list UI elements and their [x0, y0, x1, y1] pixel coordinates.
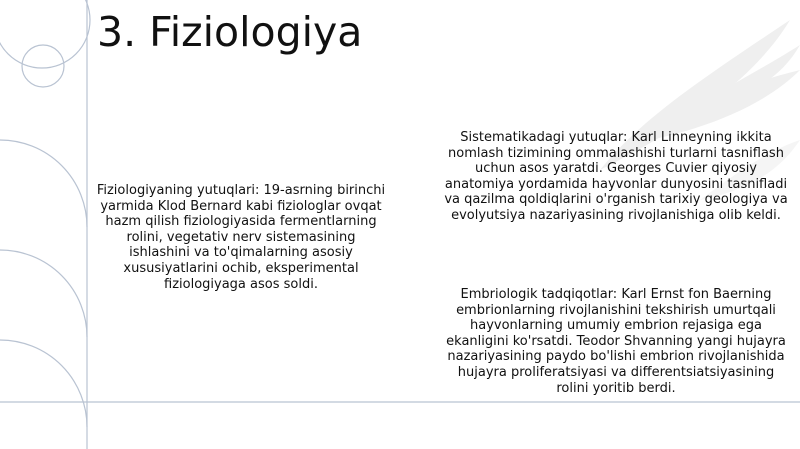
bottom-arc	[0, 340, 87, 427]
lower-arc	[0, 250, 87, 337]
middle-arc	[0, 140, 87, 227]
large-circle	[0, 0, 90, 68]
slide-title: 3. Fiziologiya	[97, 8, 363, 56]
embryology-research-text: Embriologik tadqiqotlar: Karl Ernst fon Baerning embrionlarning rivojlanishini tekshirish umurtqali hayvonlarning umumiy embrion rejasiga ega ekanligini ko'rsatdi. Teodor Shvanning yangi hujayra nazariyasining paydo bo'lishi embrion rivojlanishida hujayra proliferatsiyasi va differentsiatsiyasining rolini yoritib berdi.	[446, 287, 786, 396]
systematics-achievements-text: Sistematikadagi yutuqlar: Karl Linneyning ikkita nomlash tizimining ommalashishi turlarni tasniflash uchun asos yaratdi. Georges Cuvier qiyosiy anatomiya yordamida hayvonlar dunyosini tasnifladi va qazilma qoldiqlarini o'rganish tarixiy geologiya va evolyutsiya nazariyasining rivojlanishiga olib keldi.	[444, 130, 788, 223]
physiology-achievements-text: Fiziologiyaning yutuqlari: 19-asrning birinchi yarmida Klod Bernard kabi fiziologlar ovqat hazm qilish fiziologiyasida fermentlarning rolini, vegetativ nerv sistemasining ishlashini va to'qimalarning asosiy xususiyatlarini ochib, eksperimental fiziologiyaga asos soldi.	[96, 183, 386, 292]
